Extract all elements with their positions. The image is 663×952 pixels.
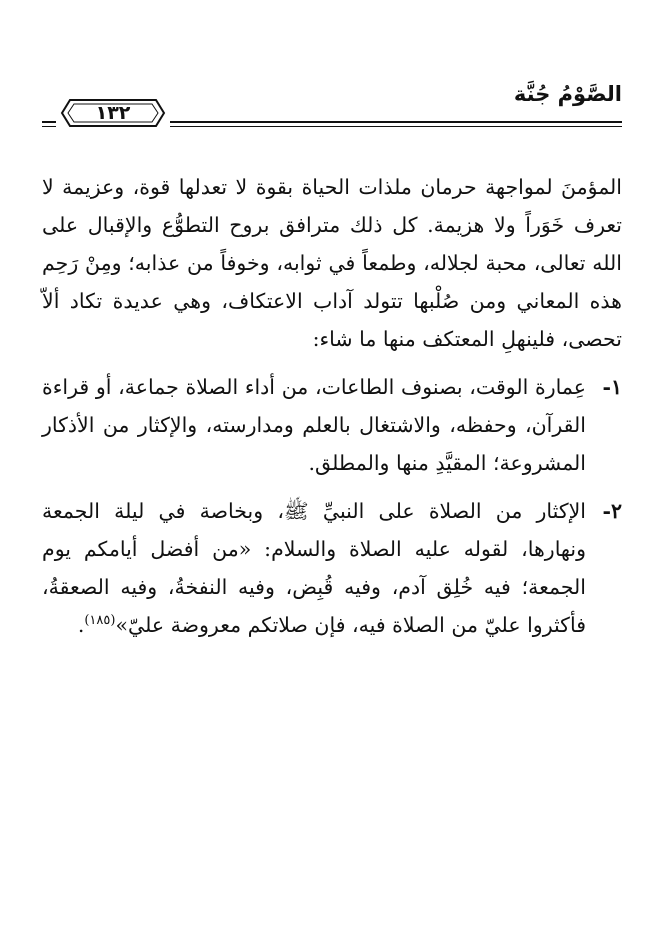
end-mark: . <box>77 613 85 637</box>
list-item <box>42 368 622 482</box>
page-header <box>42 80 622 128</box>
running-title: الصَّوْمُ جُنَّة <box>513 82 622 106</box>
page-number: ١٣٢ <box>95 102 131 124</box>
list-item-text: عِمارة الوقت، بصنوف الطاعات، من أداء الصلاة جماعة، أو قراءة القرآن، وحفظه، والاشتغال بالعلم ومدارسته، والإكثار من الأذكار المشروعة؛ المقيَّدِ منها والمطلق. <box>42 375 586 475</box>
footnote-marker: (١٨٥) <box>84 613 116 629</box>
list-item-number: ٢- <box>602 499 622 523</box>
list-item-text: الإكثار من الصلاة على النبيِّ ﷺ، وبخاصة في ليلة الجمعة ونهارها، لقوله عليه الصلاة والسلام: «من أفضل أيامكم يوم الجمعة؛ فيه خُلِق آدم، وفيه قُبِض، وفيه النفخةُ، وفيه الصعقةُ، فأكثروا عليّ من الصلاة فيه، فإن صلاتكم معروضة عليّ» <box>42 499 586 637</box>
etiquette-list <box>42 368 622 644</box>
intro-paragraph: المؤمنَ لمواجهة حرمان ملذات الحياة بقوة لا تعدلها قوة، وعزيمة لا تعرف خَوَراً ولا هزيمة. كل ذلك مترافق بروح التطوُّع والإقبال على الله تعالى، محبة لجلاله، وطمعاً في ثوابه، وخوفاً من عذابه؛ ومِنْ رَحِم هذه المعاني ومن صُلْبها تتولد آداب الاعتكاف، وهي عديدة تكاد ألاّ تحصى، فلينهلِ المعتكف منها ما شاء: <box>42 175 622 351</box>
page-number-frame <box>60 98 166 128</box>
page-body <box>42 168 622 654</box>
list-item <box>42 492 622 644</box>
list-item-number: ١- <box>602 375 622 399</box>
